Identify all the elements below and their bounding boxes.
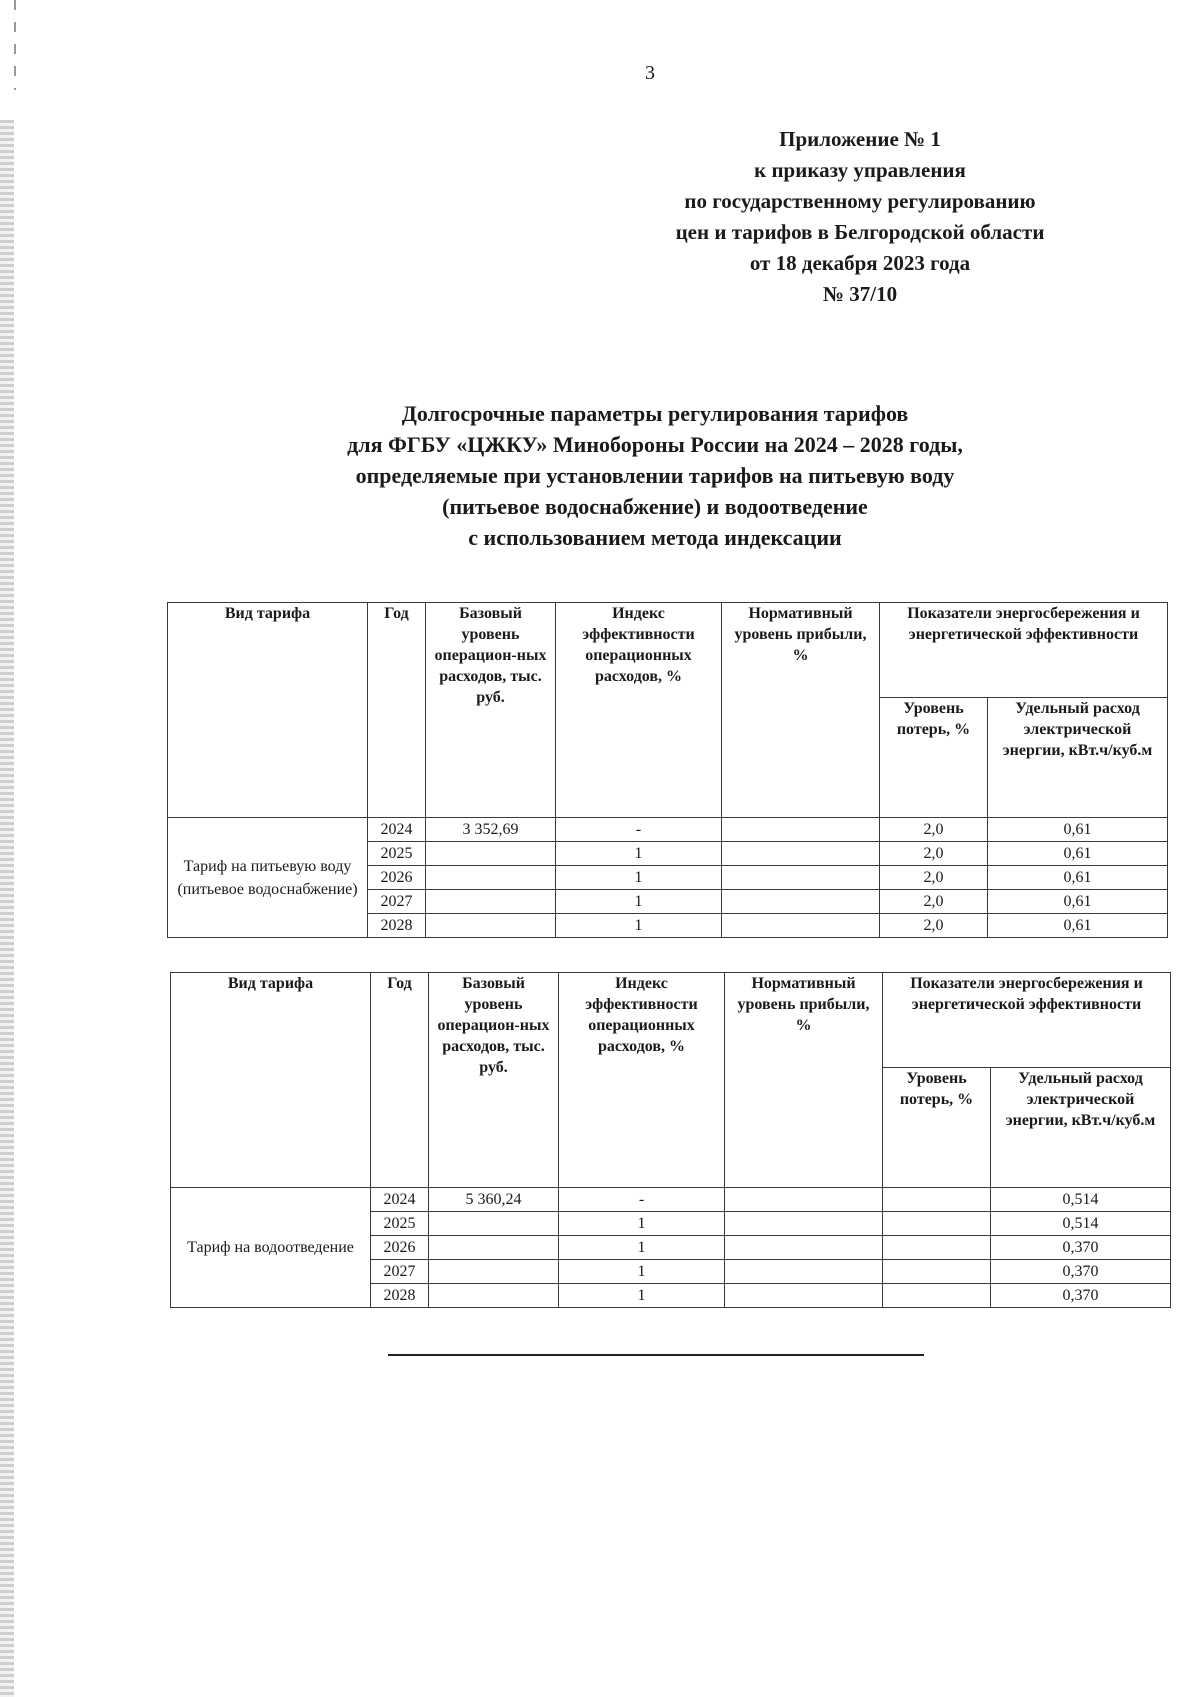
appendix-line: цен и тарифов в Белгородской области	[675, 220, 1045, 244]
energy-consumption-cell: 0,61	[988, 890, 1168, 914]
loss-level-cell	[883, 1236, 991, 1260]
header-efficiency-index: Индекс эффективности операционных расходов, %	[559, 973, 725, 1188]
tariff-name-cell: Тариф на водоотведение	[171, 1188, 371, 1308]
profit-level-cell	[725, 1236, 883, 1260]
year-cell: 2028	[368, 914, 426, 938]
appendix-line: по государственному регулированию	[684, 189, 1036, 213]
loss-level-cell: 2,0	[880, 914, 988, 938]
document-title	[240, 398, 1070, 553]
appendix-line: от 18 декабря 2023 года	[749, 251, 971, 275]
profit-level-cell	[725, 1212, 883, 1236]
energy-consumption-cell: 0,61	[988, 914, 1168, 938]
efficiency-index-cell: 1	[556, 866, 722, 890]
page-number: 3	[645, 62, 655, 84]
efficiency-index-cell: 1	[559, 1236, 725, 1260]
loss-level-cell	[883, 1260, 991, 1284]
tariff-name-cell: Тариф на питьевую воду (питьевое водоснабжение)	[168, 818, 368, 938]
profit-level-cell	[722, 866, 880, 890]
header-efficiency-index: Индекс эффективности операционных расходов, %	[556, 603, 722, 818]
efficiency-index-cell: 1	[559, 1260, 725, 1284]
efficiency-index-cell: 1	[556, 890, 722, 914]
base-level-cell	[429, 1212, 559, 1236]
header-energy-consumption: Удельный расход электрической энергии, кВт.ч/куб.м	[991, 1068, 1171, 1188]
energy-consumption-cell: 0,370	[991, 1284, 1171, 1308]
appendix-line: Приложение № 1	[779, 127, 941, 151]
energy-consumption-cell: 0,514	[991, 1188, 1171, 1212]
base-level-cell	[429, 1260, 559, 1284]
energy-consumption-cell: 0,61	[988, 842, 1168, 866]
year-cell: 2024	[368, 818, 426, 842]
header-energy-consumption: Удельный расход электрической энергии, кВт.ч/куб.м	[988, 698, 1168, 818]
header-year: Год	[371, 973, 429, 1188]
header-tariff-type: Вид тарифа	[168, 603, 368, 818]
loss-level-cell	[883, 1212, 991, 1236]
loss-level-cell: 2,0	[880, 890, 988, 914]
efficiency-index-cell: -	[556, 818, 722, 842]
header-energy-group: Показатели энергосбережения и энергетической эффективности	[880, 603, 1168, 698]
energy-consumption-cell: 0,370	[991, 1260, 1171, 1284]
header-tariff-type: Вид тарифа	[171, 973, 371, 1188]
energy-consumption-cell: 0,514	[991, 1212, 1171, 1236]
profit-level-cell	[725, 1284, 883, 1308]
base-level-cell	[429, 1284, 559, 1308]
base-level-cell	[426, 842, 556, 866]
header-loss-level: Уровень потерь, %	[880, 698, 988, 818]
efficiency-index-cell: 1	[559, 1284, 725, 1308]
year-cell: 2026	[368, 866, 426, 890]
header-energy-group: Показатели энергосбережения и энергетической эффективности	[883, 973, 1171, 1068]
appendix-line: к приказу управления	[754, 158, 966, 182]
base-level-cell	[429, 1236, 559, 1260]
table-row	[168, 818, 1168, 842]
efficiency-index-cell: 1	[556, 914, 722, 938]
loss-level-cell	[883, 1188, 991, 1212]
loss-level-cell: 2,0	[880, 866, 988, 890]
base-level-cell	[426, 866, 556, 890]
title-line: для ФГБУ «ЦЖКУ» Минобороны России на 2024 – 2028 годы,	[347, 432, 963, 457]
energy-consumption-cell: 0,370	[991, 1236, 1171, 1260]
year-cell: 2028	[371, 1284, 429, 1308]
profit-level-cell	[725, 1188, 883, 1212]
base-level-cell	[426, 914, 556, 938]
title-line: Долгосрочные параметры регулирования тарифов	[401, 401, 909, 426]
scan-edge-artifact	[0, 120, 14, 1697]
profit-level-cell	[725, 1260, 883, 1284]
header-year: Год	[368, 603, 426, 818]
year-cell: 2026	[371, 1236, 429, 1260]
profit-level-cell	[722, 842, 880, 866]
year-cell: 2027	[368, 890, 426, 914]
energy-consumption-cell: 0,61	[988, 818, 1168, 842]
end-of-document-line	[388, 1354, 924, 1356]
header-profit-level: Нормативный уровень прибыли, %	[722, 603, 880, 818]
loss-level-cell: 2,0	[880, 842, 988, 866]
year-cell: 2024	[371, 1188, 429, 1212]
efficiency-index-cell: 1	[559, 1212, 725, 1236]
title-line: (питьевое водоснабжение) и водоотведение	[442, 494, 868, 519]
base-level-cell	[426, 890, 556, 914]
loss-level-cell: 2,0	[880, 818, 988, 842]
year-cell: 2025	[368, 842, 426, 866]
energy-consumption-cell: 0,61	[988, 866, 1168, 890]
loss-level-cell	[883, 1284, 991, 1308]
efficiency-index-cell: -	[559, 1188, 725, 1212]
tariff-table-wastewater	[170, 972, 1171, 1308]
tariff-table-drinking-water	[167, 602, 1168, 938]
appendix-header	[600, 124, 1120, 310]
header-base-level: Базовый уровень операцион-ных расходов, тыс. руб.	[426, 603, 556, 818]
base-level-cell: 5 360,24	[429, 1188, 559, 1212]
scan-edge-tick-artifact	[14, 0, 16, 90]
year-cell: 2027	[371, 1260, 429, 1284]
profit-level-cell	[722, 890, 880, 914]
header-base-level: Базовый уровень операцион-ных расходов, тыс. руб.	[429, 973, 559, 1188]
title-line: с использованием метода индексации	[468, 525, 842, 550]
table-row	[171, 1188, 1171, 1212]
header-profit-level: Нормативный уровень прибыли, %	[725, 973, 883, 1188]
header-loss-level: Уровень потерь, %	[883, 1068, 991, 1188]
profit-level-cell	[722, 914, 880, 938]
title-line: определяемые при установлении тарифов на питьевую воду	[355, 463, 955, 488]
base-level-cell: 3 352,69	[426, 818, 556, 842]
efficiency-index-cell: 1	[556, 842, 722, 866]
year-cell: 2025	[371, 1212, 429, 1236]
profit-level-cell	[722, 818, 880, 842]
appendix-line: № 37/10	[822, 282, 898, 306]
